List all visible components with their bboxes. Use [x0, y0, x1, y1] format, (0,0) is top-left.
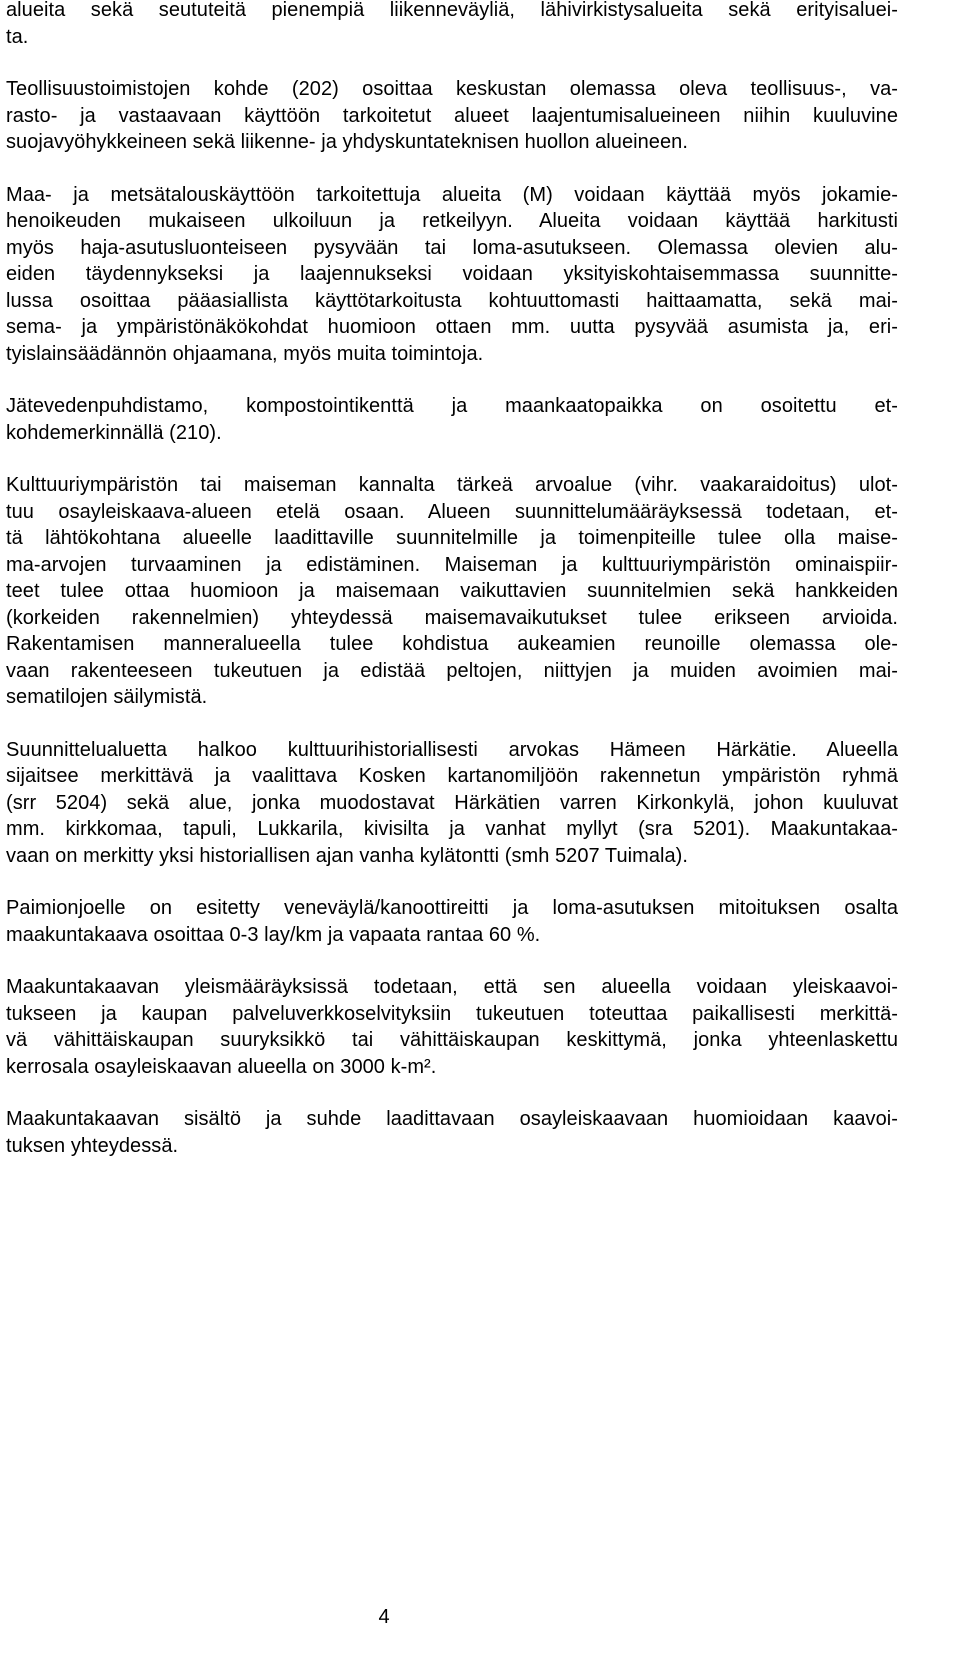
text-line: mm. kirkkomaa, tapuli, Lukkarila, kivisilta ja vanhat myllyt (sra 5201). Maakuntakaa- — [6, 818, 898, 840]
text-line: tä lähtökohtana alueelle laadittaville suunnitelmille ja toimenpiteille tulee olla maise- — [6, 527, 898, 549]
text-line: lussa osoittaa pääasiallista käyttötarkoitusta kohtuuttomasti haittaamatta, sekä mai- — [6, 289, 898, 312]
text-line: Jätevedenpuhdistamo, kompostointikenttä ja maankaatopaikka on osoitettu et- — [6, 395, 898, 417]
text-line: Paimionjoelle on esitetty veneväylä/kanoottireitti ja loma-asutuksen mitoituksen osalta — [6, 897, 898, 919]
paragraph-wastewater — [6, 393, 898, 446]
text-line: eiden täydennykseksi ja laajennukseksi voidaan yksityiskohtaisemmassa suunnitte- — [6, 263, 898, 285]
paragraph-area-types — [6, 0, 898, 50]
paragraph-industrial-areas — [6, 76, 898, 156]
text-line: Maakuntakaavan yleismääräyksissä todetaan, että sen alueella voidaan yleiskaavoi- — [6, 976, 898, 998]
text-line: (korkeiden rakennelmien) yhteydessä maisemavaikutukset tulee erikseen arvioida. — [6, 606, 898, 629]
paragraph-agriculture-forestry — [6, 182, 898, 368]
text-line: kerrosala osayleiskaavan alueella on 3000 k-m². — [6, 1055, 437, 1078]
text-line: vä vähittäiskaupan suuryksikkö tai vähittäiskaupan keskittymä, jonka yhteenlaskettu — [6, 1029, 898, 1051]
text-line: tuu osayleiskaava-alueen etelä osaan. Alueen suunnittelumääräyksessä todetaan, et- — [6, 500, 898, 523]
text-line: ta. — [6, 25, 29, 48]
paragraph-cultural-environment — [6, 472, 898, 711]
text-line: kohdemerkinnällä (210). — [6, 421, 222, 444]
paragraph-regional-plan — [6, 1106, 898, 1159]
text-line: myös haja-asutusluonteiseen pysyvään tai loma-asutukseen. Olemassa olevien alu- — [6, 236, 898, 259]
text-line: rasto- ja vastaavaan käyttöön tarkoitetut alueet laajentumisalueineen niihin kuuluvine — [6, 104, 898, 127]
document-body — [6, 0, 898, 1159]
text-line: tuksen yhteydessä. — [6, 1134, 179, 1157]
paragraph-paimionjoki — [6, 895, 898, 948]
page-number: 4 — [378, 1606, 390, 1628]
text-line: Maakuntakaavan sisältö ja suhde laadittavaan osayleiskaavaan huomioidaan kaavoi- — [6, 1108, 898, 1130]
text-line: sema- ja ympäristönäkökohdat huomioon ottaen mm. uutta pysyvää asumista ja, eri- — [6, 316, 898, 338]
text-line: Suunnittelualuetta halkoo kulttuurihistoriallisesti arvokas Hämeen Härkätie. Alueella — [6, 738, 898, 761]
text-line: vaan on merkitty yksi historiallisen ajan vanha kylätontti (smh 5207 Tuimala). — [6, 844, 688, 867]
text-line: sematilojen säilymistä. — [6, 686, 208, 708]
text-line: tukseen ja kaupan palveluverkkoselvityksiin tukeutuen toteuttaa paikallisesti merkittä- — [6, 1002, 898, 1025]
text-line: alueita sekä seututeitä pienempiä liikenneväyliä, lähivirkistysalueita sekä erityisaluei- — [6, 0, 898, 21]
text-line: suojavyöhykkeineen sekä liikenne- ja yhdyskuntateknisen huollon alueineen. — [6, 131, 688, 153]
text-line: Maa- ja metsätalouskäyttöön tarkoitettuja alueita (M) voidaan käyttää myös jokamie- — [6, 183, 898, 206]
text-line: (srr 5204) sekä alue, jonka muodostavat Härkätien varren Kirkonkylä, johon kuuluvat — [6, 791, 898, 814]
text-line: sijaitsee merkittävä ja vaalittava Kosken kartanomiljöön rakennetun ympäristön ryhmä — [6, 765, 898, 787]
text-line: henoikeuden mukaiseen ulkoiluun ja retkeilyyn. Alueita voidaan käyttää harkitusti — [6, 210, 898, 232]
text-line: Kulttuuriympäristön tai maiseman kannalta tärkeä arvoalue (vihr. vaakaraidoitus) ulot- — [6, 474, 898, 496]
text-line: Teollisuustoimistojen kohde (202) osoittaa keskustan olemassa oleva teollisuus-, va- — [6, 78, 898, 100]
paragraph-retail — [6, 974, 898, 1080]
text-line: Rakentamisen manneralueella tulee kohdistua aukeamien reunoille olemassa ole- — [6, 633, 898, 655]
text-line: ma-arvojen turvaaminen ja edistäminen. Maiseman ja kulttuuriympäristön ominaispiir- — [6, 553, 898, 576]
text-line: tyislainsäädännön ohjaamana, myös muita toimintoja. — [6, 342, 484, 365]
text-line: teet tulee ottaa huomioon ja maisemaan vaikuttavien suunnitelmien sekä hankkeiden — [6, 580, 898, 602]
paragraph-harkatie — [6, 737, 898, 870]
text-line: maakuntakaava osoittaa 0-3 lay/km ja vapaata rantaa 60 %. — [6, 923, 541, 946]
text-line: vaan rakenteeseen tukeutuen ja edistää peltojen, niittyjen ja muiden avoimien mai- — [6, 659, 898, 682]
